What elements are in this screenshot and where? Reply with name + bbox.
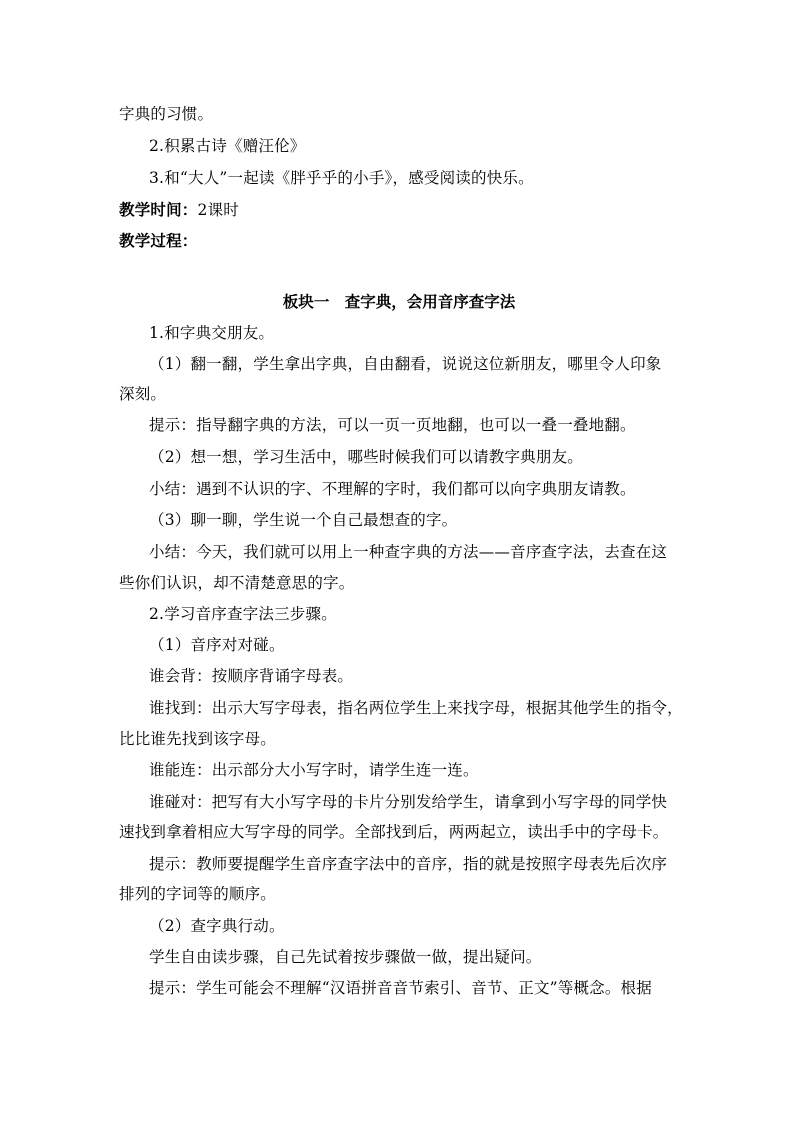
text-line: 谁能连：出示部分大小写字时，请学生连一连。 bbox=[149, 761, 479, 779]
text-line: （2）查字典行动。 bbox=[149, 917, 285, 935]
text-line: 小结：遇到不认识的字、不理解的字时，我们都可以向字典朋友请教。 bbox=[149, 480, 636, 498]
text-line: 谁碰对：把写有大小写字母的卡片分别发给学生，请拿到小写字母的同学快 bbox=[149, 793, 668, 811]
text-line: （1）翻一翻，学生拿出字典，自由翻看，说说这位新朋友，哪里令人印象 bbox=[149, 355, 662, 373]
text-line: 提示：指导翻字典的方法，可以一页一页地翻，也可以一叠一叠地翻。 bbox=[149, 416, 636, 434]
text-line: 比比谁先找到该字母。 bbox=[119, 730, 277, 748]
text-line: 排列的字词等的顺序。 bbox=[119, 885, 277, 903]
text-line: 2.学习音序查字法三步骤。 bbox=[149, 605, 337, 623]
text-line: 深刻。 bbox=[119, 385, 167, 403]
text-line: 1.和字典交朋友。 bbox=[149, 324, 275, 342]
text-line: 谁会背：按顺序背诵字母表。 bbox=[149, 667, 354, 685]
teaching-process-label: 教学过程： bbox=[119, 231, 198, 250]
section-heading: 板块一 查字典，会用音序查字法 bbox=[282, 292, 516, 311]
text-line: （3）聊一聊，学生说一个自己最想查的字。 bbox=[149, 511, 458, 529]
text-line: 谁找到：出示大写字母表，指名两位学生上来找字母，根据其他学生的指令， bbox=[149, 699, 683, 717]
text-line: 2.积累古诗《赠汪伦》 bbox=[149, 137, 306, 155]
text-line: 速找到拿着相应大写字母的同学。全部找到后，两两起立，读出手中的字母卡。 bbox=[119, 823, 669, 841]
text-line: 3.和“大人”一起读《胖乎乎的小手》，感受阅读的快乐。 bbox=[149, 169, 534, 187]
text-line: 些你们认识，却不清楚意思的字。 bbox=[119, 574, 355, 592]
teaching-time-label: 教学时间： bbox=[119, 200, 198, 219]
text-line: 提示：教师要提醒学生音序查字法中的音序，指的就是按照字母表先后次序 bbox=[149, 855, 668, 873]
text-line: （2）想一想，学习生活中，哪些时候我们可以请教字典朋友。 bbox=[149, 448, 583, 466]
teaching-time bbox=[119, 200, 679, 220]
teaching-time-value: 2课时 bbox=[197, 201, 239, 219]
text-line: 小结：今天，我们就可以用上一种查字典的方法——音序查字法，去查在这 bbox=[149, 543, 668, 561]
text-line: 学生自由读步骤，自己先试着按步骤做一做，提出疑问。 bbox=[149, 948, 542, 966]
text-line: 提示：学生可能会不理解“汉语拼音音节索引、音节、正文”等概念。根据 bbox=[149, 979, 652, 997]
text-line: （1）音序对对碰。 bbox=[149, 636, 285, 654]
text-line: 字典的习惯。 bbox=[119, 105, 214, 123]
